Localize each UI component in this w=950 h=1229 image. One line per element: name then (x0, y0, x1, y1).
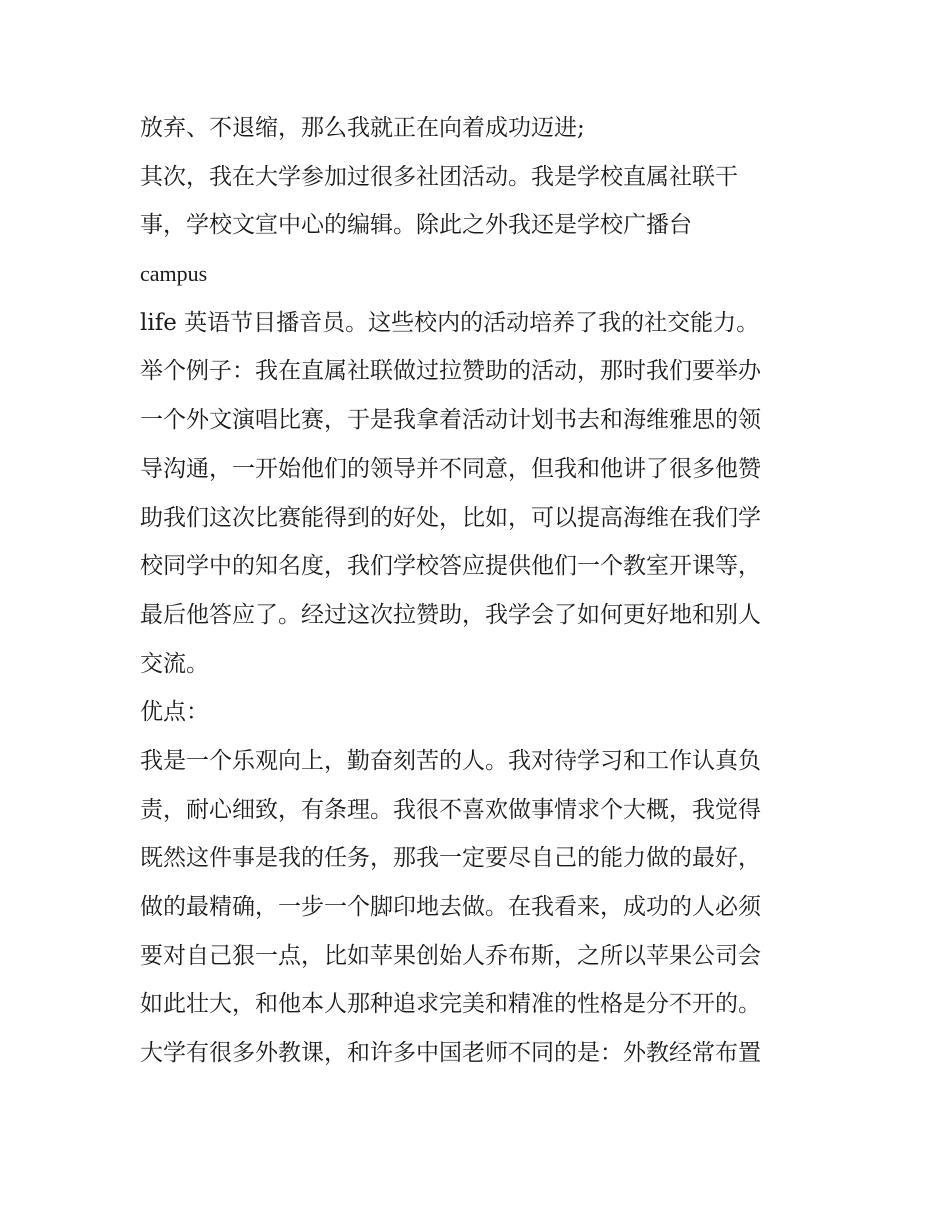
text-line: 我是一个乐观向上，勤奋刻苦的人。我对待学习和工作认真负 (140, 747, 761, 774)
text-line: campus (140, 261, 208, 287)
document-body (140, 104, 820, 1078)
text-line: 校同学中的知名度，我们学校答应提供他们一个教室开课等， (140, 553, 761, 580)
text-line: 导沟通，一开始他们的领导并不同意，但我和他讲了很多他赞 (140, 455, 761, 482)
text-line: 责，耐心细致，有条理。我很不喜欢做事情求个大概，我觉得 (140, 796, 761, 823)
text-line: 举个例子：我在直属社联做过拉赞助的活动，那时我们要举办 (140, 358, 761, 385)
text-line: 放弃、不退缩，那么我就正在向着成功迈进; (140, 115, 585, 141)
text-line: 事，学校文宣中心的编辑。除此之外我还是学校广播台 (140, 212, 692, 239)
text-line: 做的最精确，一步一个脚印地去做。在我看来，成功的人必须 (140, 894, 761, 920)
text-line: 既然这件事是我的任务，那我一定要尽自己的能力做的最好， (140, 845, 761, 872)
text-line: 如此壮大，和他本人那种追求完美和精准的性格是分不开的。 (140, 991, 761, 1018)
text-line: 大学有很多外教课，和许多中国老师不同的是：外教经常布置 (140, 1040, 761, 1067)
text-line: 交流。 (140, 650, 209, 677)
text-line: 最后他答应了。经过这次拉赞助，我学会了如何更好地和别人 (140, 601, 761, 628)
section-heading: 优点： (140, 699, 209, 726)
text-line: 一个外文演唱比赛，于是我拿着活动计划书去和海维雅思的领 (140, 407, 761, 434)
text-line: 其次，我在大学参加过很多社团活动。我是学校直属社联干 (140, 163, 738, 190)
text-line: life 英语节目播音员。这些校内的活动培养了我的社交能力。 (140, 309, 760, 336)
text-line: 助我们这次比赛能得到的好处，比如，可以提高海维在我们学 (140, 504, 761, 531)
text-line: 要对自己狠一点，比如苹果创始人乔布斯，之所以苹果公司会 (140, 942, 761, 969)
